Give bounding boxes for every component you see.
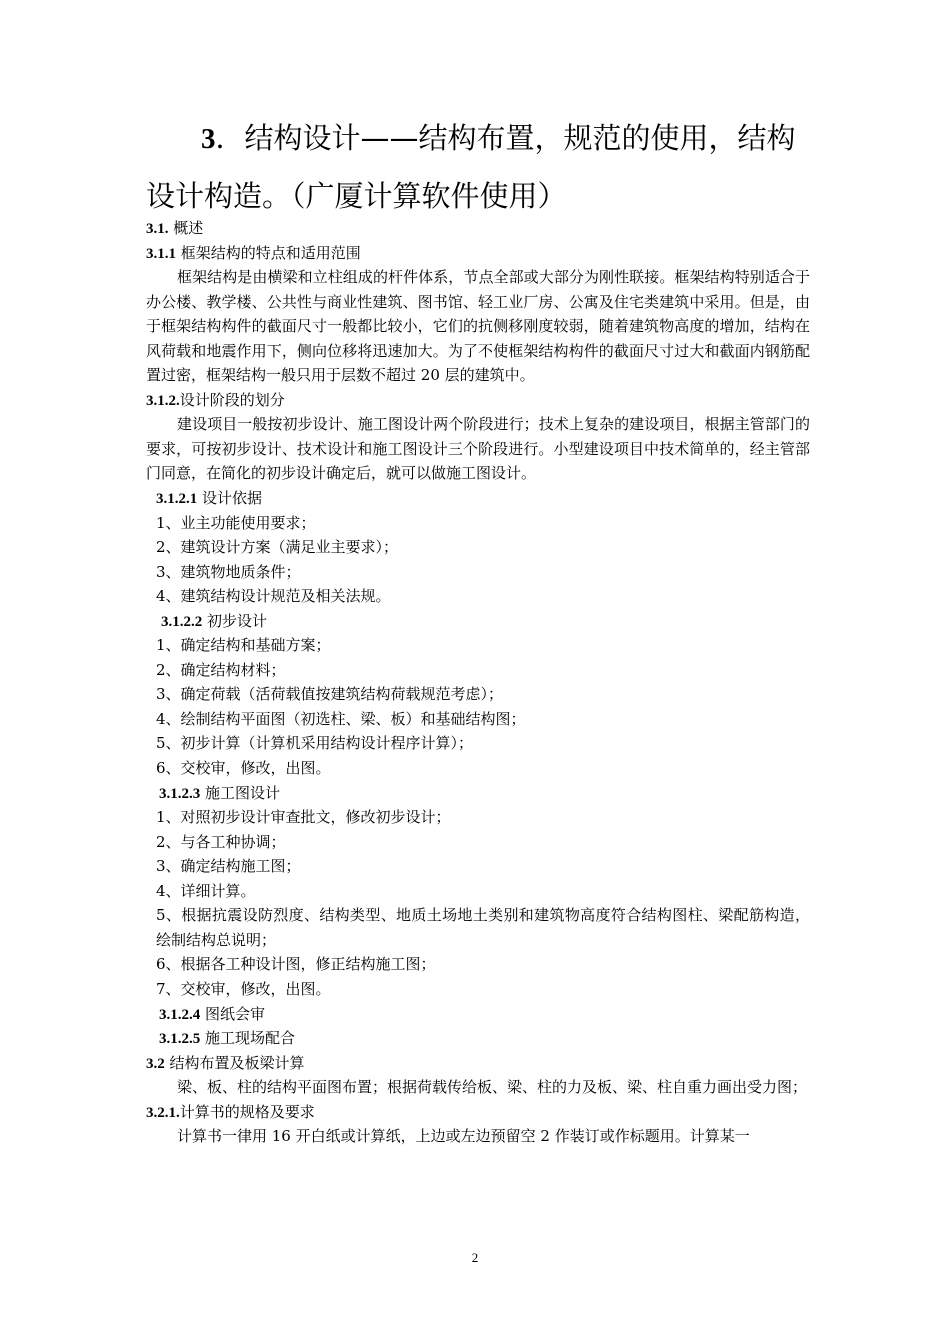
list-item: 2、确定结构材料；: [156, 660, 286, 679]
paragraph-calc-book: 计算书一律用 16 开白纸或计算纸，上边或左边预留空 2 作装订或作标题用。计算某一: [177, 1127, 750, 1146]
heading-3-1: 3.1. 概述: [146, 219, 204, 237]
title-text: ．结构设计——结构布置，规范的使用，结构设计构造。（广厦计算软件使用）: [146, 121, 796, 213]
document-body: [146, 216, 810, 1149]
heading-3-2: 3.2 结构布置及板梁计算: [146, 1053, 305, 1072]
heading-3-1-2-4: 3.1.2.4 图纸会审: [159, 1004, 266, 1023]
paragraph-layout: 梁、板、柱的结构平面图布置；根据荷载传给板、梁、柱的力及板、梁、柱自重力画出受力图；: [177, 1078, 808, 1097]
list-item: 4、详细计算。: [156, 881, 256, 900]
heading-3-1-2-5: 3.1.2.5 施工现场配合: [159, 1029, 296, 1048]
paragraph-design-stages: 建设项目一般按初步设计、施工图设计两个阶段进行；技术上复杂的建设项目，根据主管部门的要求，可按初步设计、技术设计和施工图设计三个阶段进行。小型建设项目中技术简单的，经主管部门同意，在简化的初步设计确定后，就可以做施工图设计。: [146, 415, 810, 483]
paragraph-frame-structure: 框架结构是由横梁和立柱组成的杆件体系，节点全部或大部分为刚性联接。框架结构特别适合于办公楼、教学楼、公共性与商业性建筑、图书馆、轻工业厂房、公寓及住宅类建筑中采用。但是，由于框架结构构件的截面尺寸一般都比较小，它们的抗侧移刚度较弱，随着建筑物高度的增加，结构在风荷载和地震作用下，侧向位移将迅速加大。为了不使框架结构构件的截面尺寸过大和截面内钢筋配置过密，框架结构一般只用于层数不超过 20 层的建筑中。: [146, 268, 810, 385]
heading-3-1-1: 3.1.1 框架结构的特点和适用范围: [146, 243, 361, 262]
heading-3-2-1: 3.2.1.计算书的规格及要求: [146, 1102, 315, 1121]
page-number: 2: [471, 1250, 479, 1265]
title-number: 3: [201, 123, 216, 155]
list-item: 5、初步计算（计算机采用结构设计程序计算）；: [156, 734, 474, 753]
list-item: 3、确定荷载（活荷载值按建筑结构荷载规范考虑）；: [156, 685, 504, 704]
list-item: 1、对照初步设计审查批文，修改初步设计；: [156, 808, 451, 827]
heading-3-1-2: 3.1.2.设计阶段的划分: [146, 390, 285, 409]
heading-3-1-2-3: 3.1.2.3 施工图设计: [159, 783, 281, 802]
list-item: 1、业主功能使用要求；: [156, 513, 316, 532]
list-item: 2、与各工种协调；: [156, 832, 286, 851]
list-item: 3、建筑物地质条件；: [156, 562, 301, 581]
list-item: 3、确定结构施工图；: [156, 857, 301, 876]
list-item: 6、交校审，修改，出图。: [156, 759, 331, 778]
list-item-5: 5、根据抗震设防烈度、结构类型、地质土场地土类别和建筑物高度符合结构图柱、梁配筋构造，绘制结构总说明；: [156, 906, 810, 949]
list-item: 4、绘制结构平面图（初选柱、梁、板）和基础结构图；: [156, 709, 526, 728]
page-title: [146, 110, 816, 225]
heading-3-1-2-2: 3.1.2.2 初步设计: [161, 611, 268, 630]
list-item: 6、根据各工种设计图，修正结构施工图；: [156, 955, 436, 974]
list-item: 7、交校审，修改，出图。: [156, 979, 331, 998]
list-item: 2、建筑设计方案（满足业主要求）；: [156, 538, 399, 557]
heading-3-1-2-1: 3.1.2.1 设计依据: [156, 489, 263, 508]
list-item: 1、确定结构和基础方案；: [156, 636, 331, 655]
list-item: 4、建筑结构设计规范及相关法规。: [156, 587, 391, 606]
